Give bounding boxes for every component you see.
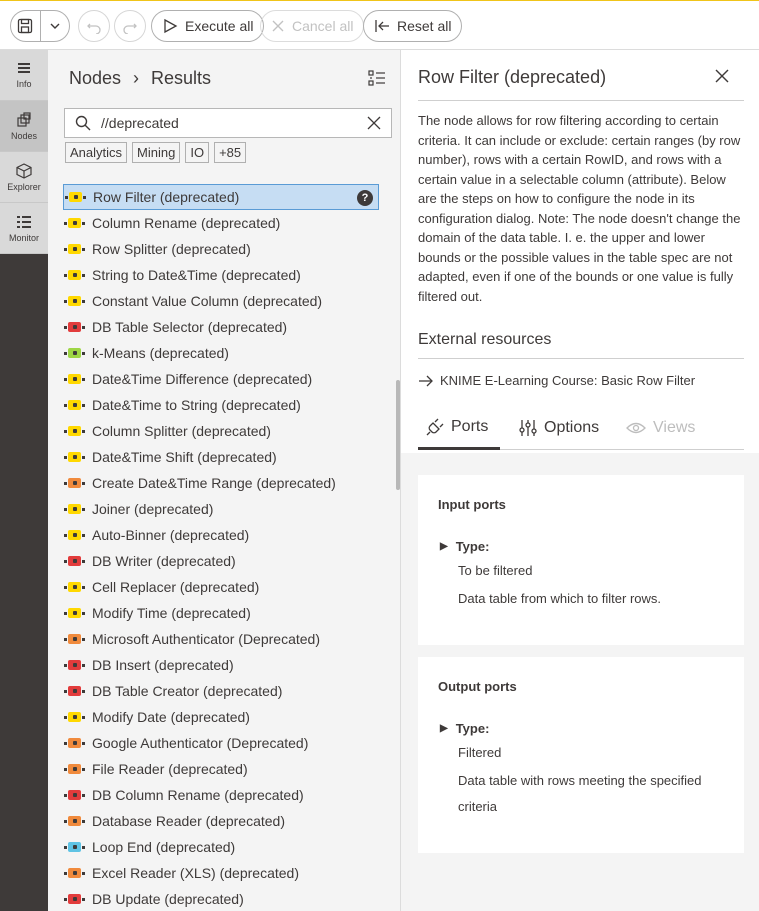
output-type-label: Type: — [455, 721, 490, 736]
node-type-icon — [68, 270, 81, 280]
node-label: Cell Replacer (deprecated) — [92, 579, 260, 595]
tag-more[interactable]: +85 — [214, 142, 246, 163]
undo-button[interactable] — [78, 10, 110, 42]
detail-tabs — [418, 406, 744, 450]
side-rail — [0, 50, 48, 911]
rail-item-nodes[interactable] — [0, 101, 48, 152]
node-label: Date&Time Difference (deprecated) — [92, 371, 313, 387]
node-type-icon — [68, 868, 81, 878]
node-description-panel — [400, 50, 759, 911]
list-item[interactable] — [63, 262, 379, 288]
node-label: Modify Time (deprecated) — [92, 605, 251, 621]
node-type-icon — [68, 608, 81, 618]
node-type-icon — [68, 400, 81, 410]
output-port-name: Filtered — [458, 745, 502, 760]
rail-item-label: Info — [16, 78, 32, 89]
output-ports-card — [418, 657, 744, 853]
save-options-button[interactable] — [40, 11, 69, 41]
list-item[interactable] — [63, 236, 379, 262]
close-button[interactable] — [715, 69, 729, 88]
input-ports-card — [418, 475, 744, 645]
chevron-down-icon — [49, 20, 61, 32]
reset-all-label: Reset all — [397, 18, 452, 34]
node-description: The node allows for row filtering according to certain criteria. It can include or exclude: certain ranges (by row number), rows with a certain RowID, and rows with a certain value in a selectable column (attribute). Below are the steps on how to configure the node in its configuration dialog. Note: The node doesn't change the domain of the data table. I. e. the upper and lower bounds or the possible values in the table spec are not adapted, even if one of the bounds or one value is fully filtered out. — [418, 113, 741, 304]
node-type-icon — [68, 764, 81, 774]
node-label: Create Date&Time Range (deprecated) — [92, 475, 336, 491]
redo-button[interactable] — [114, 10, 146, 42]
expand-triangle-icon: ▶ — [440, 723, 448, 734]
node-label: DB Column Rename (deprecated) — [92, 787, 304, 803]
tab-views-label: Views — [653, 419, 696, 436]
list-item[interactable] — [63, 886, 379, 911]
rail-item-label: Explorer — [7, 181, 41, 192]
list-item[interactable] — [63, 600, 379, 626]
list-item[interactable] — [63, 288, 379, 314]
list-view-toggle[interactable] — [368, 70, 386, 91]
save-icon — [17, 18, 33, 34]
play-icon — [162, 18, 178, 34]
node-type-icon — [68, 374, 81, 384]
node-type-icon — [68, 634, 81, 644]
sliders-icon — [519, 419, 537, 437]
checklist-icon — [16, 214, 32, 230]
node-label: DB Table Selector (deprecated) — [92, 319, 288, 335]
rail-item-monitor[interactable] — [0, 203, 48, 254]
chevron-right-icon: › — [133, 68, 140, 88]
node-label: Column Splitter (deprecated) — [92, 423, 271, 439]
node-label: Modify Date (deprecated) — [92, 709, 250, 725]
node-label: DB Table Creator (deprecated) — [92, 683, 283, 699]
list-item[interactable] — [63, 470, 379, 496]
tag-io[interactable]: IO — [185, 142, 209, 163]
node-type-icon — [68, 816, 81, 826]
node-type-icon — [68, 452, 81, 462]
list-item[interactable] — [63, 392, 379, 418]
arrow-right-icon — [418, 375, 433, 387]
list-item[interactable] — [63, 548, 379, 574]
list-item[interactable] — [63, 496, 379, 522]
search-icon — [75, 115, 91, 131]
node-type-icon — [68, 556, 81, 566]
rail-item-info[interactable] — [0, 50, 48, 101]
node-label: Row Splitter (deprecated) — [92, 241, 251, 257]
save-split-button[interactable] — [10, 10, 70, 42]
save-button[interactable] — [11, 11, 40, 41]
list-item[interactable] — [63, 834, 379, 860]
node-label: Date&Time Shift (deprecated) — [92, 449, 277, 465]
external-resources-divider — [418, 358, 744, 359]
node-label: Database Reader (deprecated) — [92, 813, 286, 829]
redo-icon — [122, 18, 138, 34]
close-icon — [715, 69, 729, 83]
node-label: Column Rename (deprecated) — [92, 215, 281, 231]
node-type-icon — [68, 582, 81, 592]
execute-all-button[interactable] — [151, 10, 264, 42]
list-item[interactable] — [63, 184, 379, 210]
external-resources-heading: External resources — [418, 331, 552, 348]
search-value: //deprecated — [101, 115, 179, 131]
rail-item-explorer[interactable] — [0, 152, 48, 203]
clear-search-icon[interactable] — [367, 116, 381, 130]
expand-triangle-icon: ▶ — [440, 541, 448, 552]
breadcrumb-current: Results — [151, 68, 212, 88]
node-label: Loop End (deprecated) — [92, 839, 236, 855]
output-ports-title: Output ports — [438, 679, 517, 694]
node-label: Date&Time to String (deprecated) — [92, 397, 301, 413]
cancel-all-button[interactable] — [260, 10, 364, 42]
node-type-icon — [68, 894, 81, 904]
tab-ports[interactable] — [418, 406, 500, 450]
list-item[interactable] — [63, 808, 379, 834]
node-type-icon — [68, 738, 81, 748]
help-icon[interactable]: ? — [357, 190, 373, 206]
list-item[interactable] — [63, 574, 379, 600]
search-input[interactable] — [64, 108, 392, 138]
node-type-icon — [68, 322, 81, 332]
node-type-icon — [69, 192, 82, 202]
list-item[interactable] — [63, 444, 379, 470]
node-label: Google Authenticator (Deprecated) — [92, 735, 309, 751]
input-type-toggle[interactable] — [440, 539, 489, 554]
external-resource-label: KNIME E-Learning Course: Basic Row Filter — [440, 373, 696, 388]
plug-icon — [426, 418, 444, 436]
list-item[interactable] — [63, 522, 379, 548]
output-port-description: Data table with rows meeting the specified criteria — [458, 773, 702, 814]
list-item[interactable] — [63, 860, 379, 886]
eye-icon — [626, 421, 646, 435]
execute-all-label: Execute all — [185, 18, 254, 34]
list-item[interactable] — [63, 418, 379, 444]
tab-options-label: Options — [544, 419, 600, 436]
tag-filter-row — [65, 142, 246, 163]
node-label: k-Means (deprecated) — [92, 345, 229, 361]
breadcrumb-nodes-link[interactable]: Nodes — [69, 68, 122, 88]
node-type-icon — [68, 712, 81, 722]
nodes-panel — [48, 50, 400, 911]
tab-views[interactable] — [626, 406, 695, 450]
cube-icon — [16, 163, 32, 179]
input-port-description: Data table from which to filter rows. — [458, 591, 662, 606]
node-type-icon — [68, 790, 81, 800]
list-item[interactable] — [63, 704, 379, 730]
input-type-label: Type: — [455, 539, 490, 554]
undo-icon — [86, 18, 102, 34]
rail-item-label: Nodes — [10, 130, 37, 141]
reset-all-button[interactable] — [363, 10, 462, 42]
node-type-icon — [68, 426, 81, 436]
tag-analytics[interactable]: Analytics — [65, 142, 127, 163]
list-item[interactable] — [63, 730, 379, 756]
node-label: Auto-Binner (deprecated) — [92, 527, 250, 543]
node-type-icon — [68, 660, 81, 670]
node-type-icon — [68, 478, 81, 488]
node-type-icon — [68, 244, 81, 254]
node-label: Microsoft Authenticator (Deprecated) — [92, 631, 320, 647]
list-item[interactable] — [63, 678, 379, 704]
tag-mining[interactable]: Mining — [132, 142, 180, 163]
node-type-icon — [68, 686, 81, 696]
node-type-icon — [68, 218, 81, 228]
input-ports-title: Input ports — [438, 497, 506, 512]
node-label: Joiner (deprecated) — [92, 501, 214, 517]
node-type-icon — [68, 348, 81, 358]
title-divider — [418, 100, 744, 101]
list-item[interactable] — [63, 314, 379, 340]
detail-title: Row Filter (deprecated) — [418, 67, 607, 87]
cancel-all-label: Cancel all — [292, 18, 354, 34]
close-icon — [271, 19, 285, 33]
list-item[interactable] — [63, 340, 379, 366]
reset-icon — [374, 18, 390, 34]
list-item[interactable] — [63, 366, 379, 392]
list-item[interactable] — [63, 652, 379, 678]
node-label: File Reader (deprecated) — [92, 761, 248, 777]
node-label: DB Writer (deprecated) — [92, 553, 236, 569]
cubes-icon — [16, 112, 32, 128]
node-label: DB Insert (deprecated) — [92, 657, 234, 673]
list-item[interactable] — [63, 782, 379, 808]
input-port-name: To be filtered — [458, 563, 533, 578]
output-type-toggle[interactable] — [440, 721, 489, 736]
external-resource-link[interactable] — [418, 373, 695, 388]
node-label: Constant Value Column (deprecated) — [92, 293, 323, 309]
node-label: Excel Reader (XLS) (deprecated) — [92, 865, 299, 881]
list-item[interactable] — [63, 626, 379, 652]
node-type-icon — [68, 296, 81, 306]
node-type-icon — [68, 504, 81, 514]
tab-ports-label: Ports — [451, 417, 489, 435]
info-list-icon — [16, 62, 32, 76]
tab-options[interactable] — [519, 406, 599, 450]
node-list — [63, 184, 379, 911]
node-label: String to Date&Time (deprecated) — [92, 267, 301, 283]
list-item[interactable] — [63, 756, 379, 782]
node-label: DB Update (deprecated) — [92, 891, 244, 907]
node-type-icon — [68, 530, 81, 540]
list-item[interactable] — [63, 210, 379, 236]
list-view-icon — [368, 70, 386, 86]
breadcrumb — [69, 68, 211, 89]
toolbar — [0, 0, 759, 50]
rail-item-label: Monitor — [8, 232, 39, 243]
node-label: Row Filter (deprecated) — [93, 189, 240, 205]
node-type-icon — [68, 842, 81, 852]
